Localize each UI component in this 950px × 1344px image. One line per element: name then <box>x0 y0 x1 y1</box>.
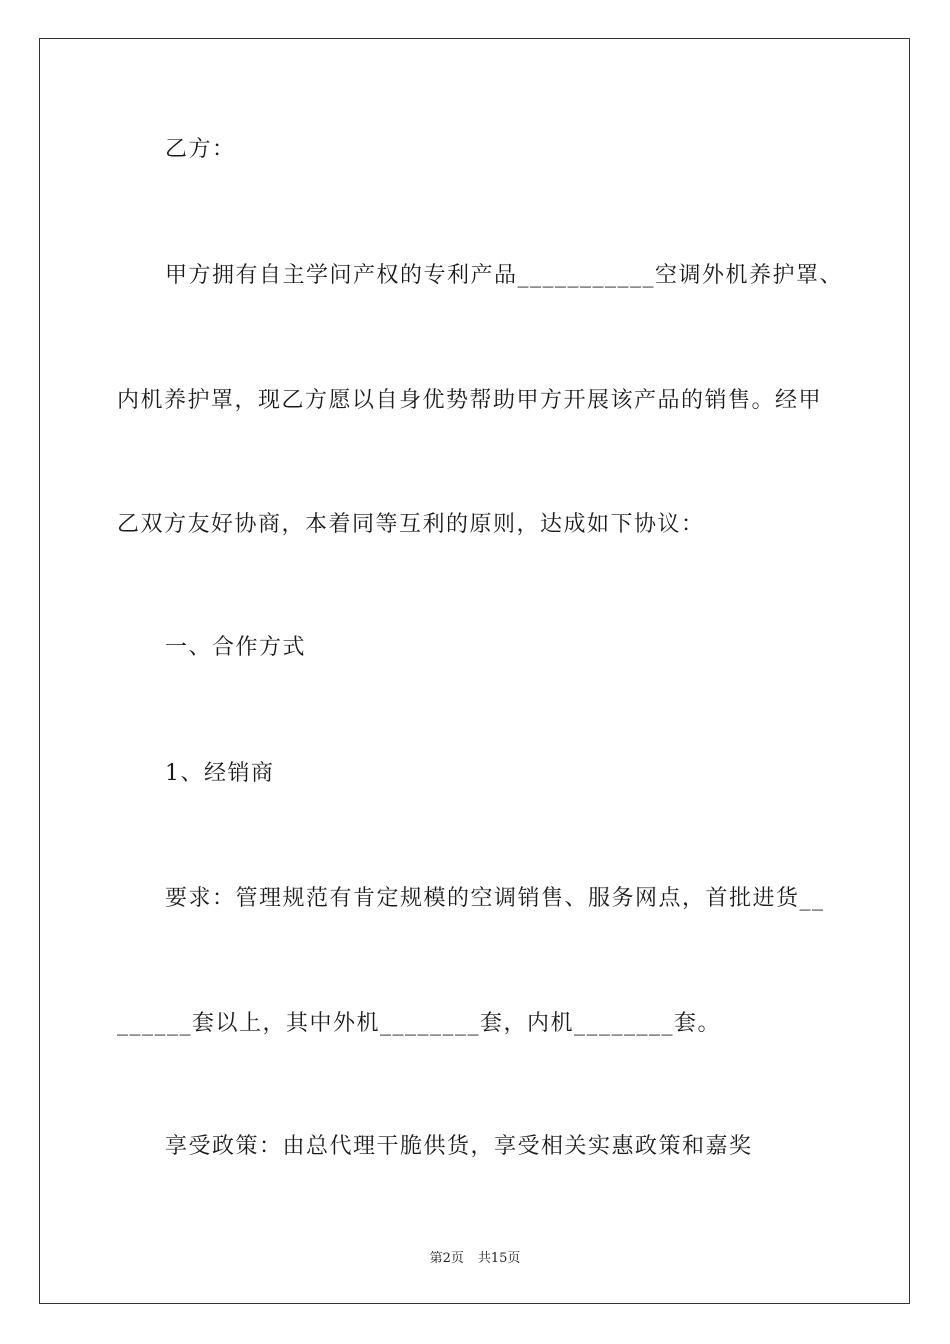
body-line: ______套以上，其中外机________套，内机________套。 <box>117 1011 722 1036</box>
body-line: 享受政策：由总代理干脆供货，享受相关实惠政策和嘉奖 <box>165 1134 753 1159</box>
body-line: 乙双方友好协商，本着同等互利的原则，达成如下协议： <box>117 512 705 537</box>
party-b-label: 乙方： <box>165 137 236 162</box>
subsection-heading: 1、经销商 <box>165 761 275 786</box>
page-footer <box>0 1247 950 1266</box>
page-number: 第2页 <box>429 1251 464 1266</box>
body-line: 要求：管理规范有肯定规模的空调销售、服务网点，首批进货__ <box>165 886 825 911</box>
section-heading: 一、合作方式 <box>165 635 307 660</box>
page-total: 共15页 <box>477 1251 521 1266</box>
body-line: 甲方拥有自主学问产权的专利产品___________空调外机养护罩、 <box>165 263 844 288</box>
body-line: 内机养护罩，现乙方愿以自身优势帮助甲方开展该产品的销售。经甲 <box>117 388 823 413</box>
page-border <box>39 38 910 1304</box>
